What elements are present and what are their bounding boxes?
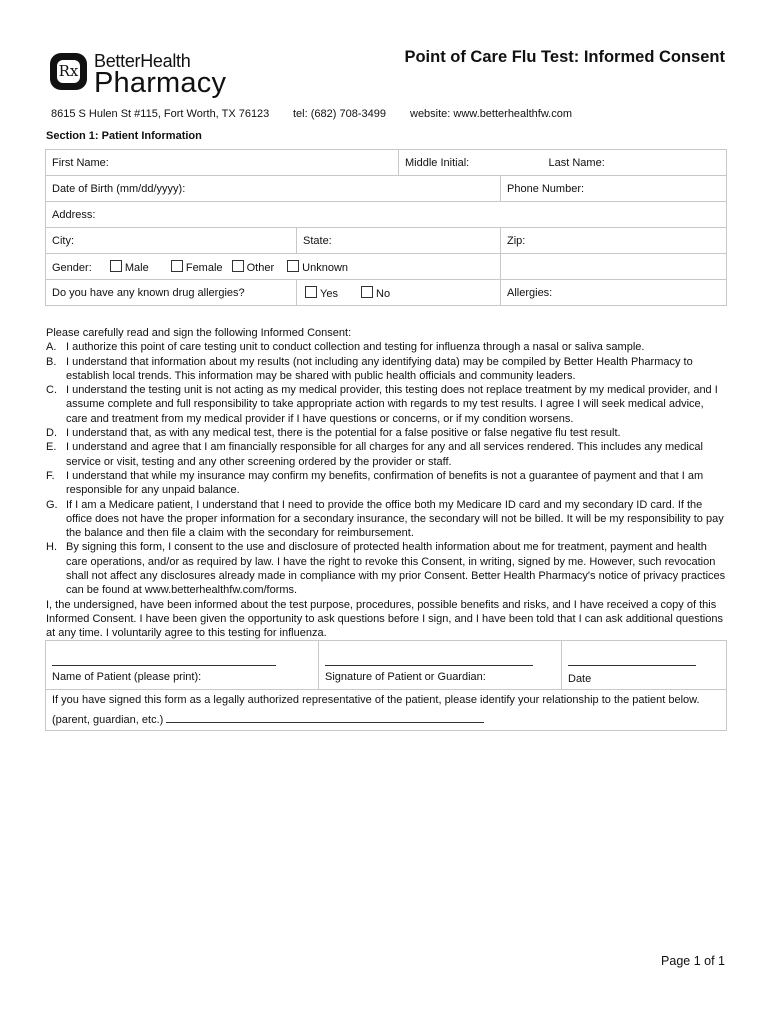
gender-female-label: Female bbox=[185, 261, 223, 274]
consent-item-h bbox=[46, 540, 728, 597]
section-title: Section 1: Patient Information bbox=[46, 130, 202, 142]
consent-intro: Please carefully read and sign the following Informed Consent: bbox=[46, 327, 352, 339]
representative-instructions: If you have signed this form as a legally authorized representative of the patient, please identify your relationship to the patient below. bbox=[52, 694, 700, 706]
logo-line2: Pharmacy bbox=[94, 67, 227, 99]
gender-row bbox=[46, 254, 501, 280]
representative-label: (parent, guardian, etc.) bbox=[52, 714, 164, 726]
gender-female-checkbox[interactable] bbox=[171, 260, 183, 272]
consent-item-c bbox=[46, 383, 728, 426]
gender-other-label: Other bbox=[246, 261, 275, 274]
phone-label: Phone Number: bbox=[507, 182, 585, 195]
last-name-label: Last Name: bbox=[548, 156, 605, 169]
city-field[interactable] bbox=[46, 228, 297, 254]
last-name-field[interactable] bbox=[501, 150, 727, 176]
pharmacy-logo bbox=[50, 50, 250, 100]
consent-item-letter: F. bbox=[46, 469, 55, 482]
middle-initial-label: Middle Initial: bbox=[405, 156, 470, 169]
consent-item-b bbox=[46, 355, 728, 384]
document-title: Point of Care Flu Test: Informed Consent bbox=[404, 48, 725, 66]
signature-label: Signature of Patient or Guardian: bbox=[325, 671, 486, 683]
consent-item-text: If I am a Medicare patient, I understand that I need to provide the office both my Medicare ID card and my secondary ID card. If the office does not have the proper information for a secondary insurance, the secondary will not be billed. It will be my responsibility to pay the balance and then file a claim with the secondary for reimbursement. bbox=[66, 498, 724, 540]
first-name-field[interactable] bbox=[46, 150, 399, 176]
consent-item-e bbox=[46, 440, 728, 469]
consent-item-text: I understand the testing unit is not acting as my medical provider, this testing does not replace treatment by my medical provider, and I assume complete and full responsibility to take appropriate action with regards to my test results. I agree I will seek medical advice, care and treatment from my medical provider if I have questions or concerns, or if my condition worsens. bbox=[66, 384, 718, 425]
dob-field[interactable] bbox=[46, 176, 501, 202]
allergies-field[interactable] bbox=[501, 280, 727, 306]
allergies-yes-no-cell bbox=[297, 280, 501, 306]
consent-item-letter: C. bbox=[46, 384, 57, 397]
patient-name-label: Name of Patient (please print): bbox=[52, 671, 202, 683]
patient-name-field[interactable] bbox=[46, 641, 319, 690]
state-field[interactable] bbox=[297, 228, 501, 254]
gender-male-checkbox[interactable] bbox=[110, 260, 122, 272]
allergies-yes-label: Yes bbox=[320, 287, 338, 300]
consent-text bbox=[46, 326, 728, 641]
consent-item-text: I understand that, as with any medical test, there is the potential for a false positive or false negative flu test result. bbox=[66, 427, 621, 440]
rx-glyph: Rx bbox=[57, 60, 80, 83]
page-number: Page 1 of 1 bbox=[661, 954, 725, 968]
consent-item-text: I understand and agree that I am financially responsible for all charges for any and all services rendered. This includes any medical service or visit, testing and any other screening ordered by the provider or staff. bbox=[66, 441, 703, 468]
pharmacy-website[interactable]: website: www.betterhealthfw.com bbox=[410, 108, 573, 120]
middle-initial-field[interactable] bbox=[399, 150, 501, 176]
gender-unknown-checkbox[interactable] bbox=[287, 260, 299, 272]
consent-item-text: I understand that information about my results (not including any identifying data) may be compiled by Better Health Pharmacy to establish local trends. This information may be shared with public health officials and community leaders. bbox=[66, 355, 693, 382]
patient-info-table bbox=[45, 149, 727, 306]
address-label: Address: bbox=[52, 208, 96, 221]
zip-field[interactable] bbox=[501, 228, 727, 254]
pharmacy-phone: tel: (682) 708-3499 bbox=[293, 108, 386, 120]
allergies-no-checkbox[interactable] bbox=[361, 286, 373, 298]
logo-line1: BetterHealth bbox=[94, 51, 191, 71]
consent-item-letter: A. bbox=[46, 341, 57, 354]
allergies-question: Do you have any known drug allergies? bbox=[52, 286, 245, 299]
gender-row-spare bbox=[501, 254, 727, 280]
zip-label: Zip: bbox=[507, 234, 526, 247]
relationship-line[interactable] bbox=[166, 712, 484, 723]
first-name-label: First Name: bbox=[52, 156, 109, 169]
consent-item-letter: D. bbox=[46, 427, 57, 440]
consent-item-text: By signing this form, I consent to the use and disclosure of protected health information about me for treatment, payment and health care operations, and/or as required by law. I have the right to revoke this Consent, in writing, signed by me. However, such revocation shall not affect any disclosures already made in compliance with my prior Consent. Better Health Pharmacy's notice of privacy practices can be found at www.betterhealthfw.com/forms. bbox=[66, 541, 726, 597]
consent-item-letter: H. bbox=[46, 541, 57, 554]
allergies-question-cell bbox=[46, 280, 297, 306]
city-label: City: bbox=[52, 234, 74, 247]
signature-table bbox=[45, 640, 727, 731]
gender-label: Gender: bbox=[52, 261, 92, 274]
address-field[interactable] bbox=[46, 202, 727, 228]
representative-relationship-row bbox=[52, 710, 720, 730]
consent-item-text: I authorize this point of care testing unit to conduct collection and testing for influenza through a nasal or saliva sample. bbox=[66, 341, 645, 354]
allergies-no-label: No bbox=[376, 287, 391, 300]
gender-unknown-label: Unknown bbox=[302, 261, 349, 274]
gender-other-checkbox[interactable] bbox=[232, 260, 244, 272]
patient-name-line bbox=[52, 641, 276, 666]
gender-male-label: Male bbox=[124, 261, 149, 274]
consent-item-letter: B. bbox=[46, 355, 57, 368]
date-field[interactable] bbox=[562, 641, 727, 690]
state-label: State: bbox=[303, 234, 332, 247]
phone-field[interactable] bbox=[501, 176, 727, 202]
consent-closing: I, the undersigned, have been informed about the test purpose, procedures, possible benefits and risks, and I have received a copy of this Informed Consent. I have been given the opportunity to ask questions before I sign, and I have been told that I can ask additional questions at any time. I voluntarily agree to this testing for influenza. bbox=[46, 598, 723, 640]
signature-field[interactable] bbox=[319, 641, 562, 690]
consent-item-f bbox=[46, 469, 728, 498]
representative-field[interactable] bbox=[46, 690, 727, 731]
pharmacy-address: 8615 S Hulen St #115, Fort Worth, TX 76123 bbox=[51, 108, 270, 120]
consent-item-g bbox=[46, 498, 728, 541]
allergies-label: Allergies: bbox=[507, 286, 553, 299]
consent-item-text: I understand that while my insurance may confirm my benefits, confirmation of benefits is not a guarantee of payment and that I am responsible for any unpaid balance. bbox=[66, 469, 704, 497]
dob-label: Date of Birth (mm/dd/yyyy): bbox=[52, 182, 186, 195]
allergies-yes-checkbox[interactable] bbox=[305, 286, 317, 298]
rx-logo-icon bbox=[50, 53, 87, 90]
consent-item-letter: G. bbox=[46, 498, 58, 511]
signature-line bbox=[325, 641, 533, 666]
consent-item-a bbox=[46, 340, 728, 354]
date-line bbox=[568, 641, 696, 666]
consent-item-letter: E. bbox=[46, 441, 57, 454]
consent-item-d bbox=[46, 426, 728, 440]
date-label: Date bbox=[568, 673, 592, 685]
